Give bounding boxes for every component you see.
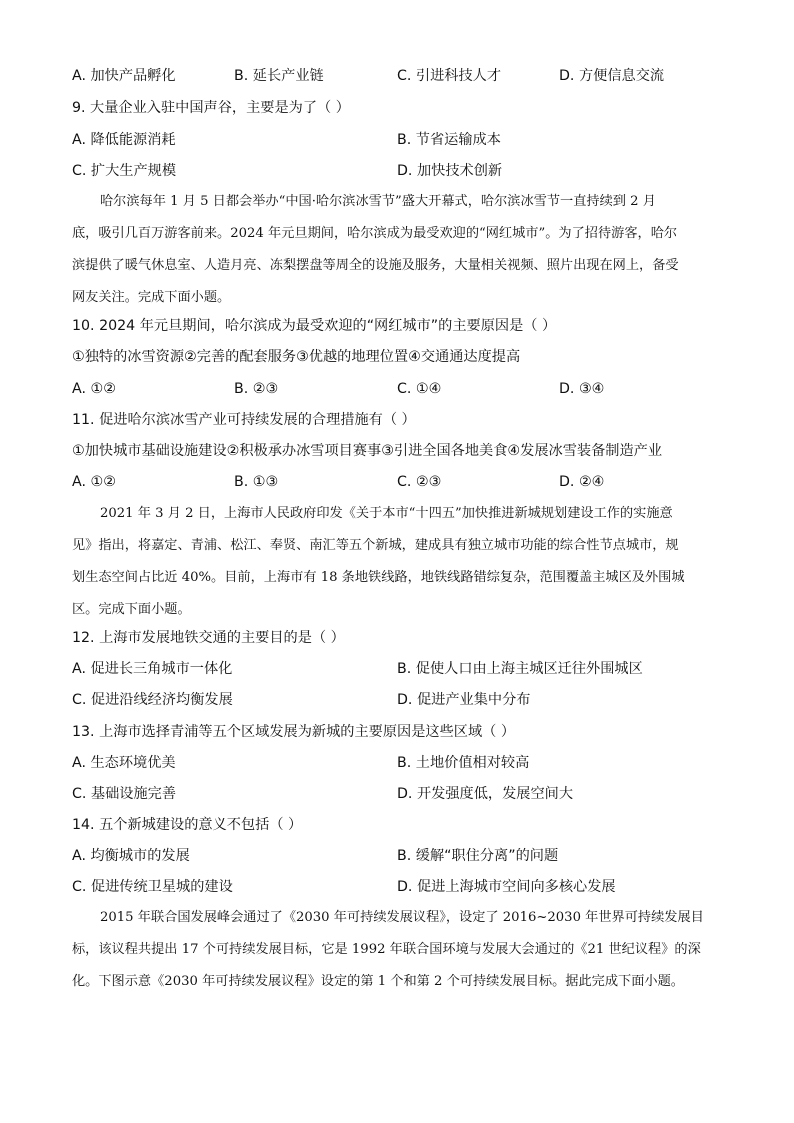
q8-option-d: D. 方便信息交流	[559, 68, 665, 84]
q14-stem: 14. 五个新城建设的意义不包括（ ）	[72, 817, 303, 833]
q14-options-row1	[72, 846, 722, 866]
q9-stem: 9. 大量企业入驻中国声谷，主要是为了（ ）	[72, 100, 350, 116]
q12-stem: 12. 上海市发展地铁交通的主要目的是（ ）	[72, 630, 345, 646]
q11-options	[72, 472, 722, 492]
passage-un	[72, 902, 722, 998]
q13-option-c: C. 基础设施完善	[72, 786, 177, 802]
q10-stem: 10. 2024 年元旦期间，哈尔滨成为最受欢迎的“网红城市”的主要原因是（ ）	[72, 318, 557, 334]
q11-option-d: D. ②④	[559, 474, 605, 490]
q12-option-b: B. 促使人口由上海主城区迁往外围城区	[397, 661, 643, 677]
q12-options-row2	[72, 690, 722, 710]
q8-option-b: B. 延长产业链	[234, 68, 324, 84]
q10-choices: ①独特的冰雪资源②完善的配套服务③优越的地理位置④交通通达度提高	[72, 349, 521, 365]
q14-option-d: D. 促进上海城市空间向多核心发展	[397, 879, 616, 895]
passage-shanghai-line-4: 区。完成下面小题。	[72, 602, 191, 617]
q8-option-c: C. 引进科技人才	[397, 68, 502, 84]
q14-option-a: A. 均衡城市的发展	[72, 848, 190, 864]
q13-stem: 13. 上海市选择青浦等五个区域发展为新城的主要原因是这些区域（ ）	[72, 724, 516, 740]
q13-options-row1	[72, 753, 722, 773]
passage-harbin-line-1: 哈尔滨每年 1 月 5 日都会举办“中国·哈尔滨冰雪节”盛大开幕式，哈尔滨冰雪节一直持续到 2 月	[100, 194, 656, 209]
q12-option-c: C. 促进沿线经济均衡发展	[72, 692, 233, 708]
q9-option-d: D. 加快技术创新	[397, 163, 503, 179]
q11-option-c: C. ②③	[397, 474, 442, 490]
q14-options-row2	[72, 877, 722, 897]
passage-shanghai-line-2: 见》指出，将嘉定、青浦、松江、奉贤、南汇等五个新城，建成具有独立城市功能的综合性节点城市，规	[72, 538, 679, 553]
q8-option-a: A. 加快产品孵化	[72, 68, 176, 84]
q14-option-b: B. 缓解“职住分离”的问题	[397, 848, 559, 864]
passage-harbin-line-3: 滨提供了暖气休息室、人造月亮、冻梨摆盘等周全的设施及服务，大量相关视频、照片出现在网上，备受	[72, 258, 679, 273]
q13-option-d: D. 开发强度低，发展空间大	[397, 786, 574, 802]
q13-option-b: B. 土地价值相对较高	[397, 755, 530, 771]
passage-shanghai	[72, 498, 722, 626]
q13-option-a: A. 生态环境优美	[72, 755, 176, 771]
q10-options	[72, 379, 722, 399]
q9-options-row1	[72, 130, 722, 150]
q11-stem: 11. 促进哈尔滨冰雪产业可持续发展的合理措施有（ ）	[72, 412, 416, 428]
q11-option-a: A. ①②	[72, 474, 116, 490]
q12-option-a: A. 促进长三角城市一体化	[72, 661, 233, 677]
q13-options-row2	[72, 784, 722, 804]
q10-option-d: D. ③④	[559, 381, 605, 397]
passage-harbin	[72, 186, 722, 314]
q11-choices: ①加快城市基础设施建设②积极承办冰雪项目赛事③引进全国各地美食④发展冰雪装备制造产业	[72, 443, 663, 459]
q9-option-c: C. 扩大生产规模	[72, 163, 177, 179]
q10-option-b: B. ②③	[234, 381, 279, 397]
q10-option-c: C. ①④	[397, 381, 442, 397]
passage-harbin-line-2: 底，吸引几百万游客前来。2024 年元旦期间，哈尔滨成为最受欢迎的“网红城市”。为了招待游客，哈尔	[72, 226, 678, 241]
passage-un-line-2: 标，该议程共提出 17 个可持续发展目标，它是 1992 年联合国环境与发展大会通过的《21 世纪议程》的深	[72, 942, 701, 957]
q9-option-a: A. 降低能源消耗	[72, 132, 176, 148]
q12-option-d: D. 促进产业集中分布	[397, 692, 531, 708]
passage-un-line-3: 化。下图示意《2030 年可持续发展议程》设定的第 1 个和第 2 个可持续发展目标。据此完成下面小题。	[72, 974, 684, 989]
passage-shanghai-line-3: 划生态空间占比近 40%。目前，上海市有 18 条地铁线路，地铁线路错综复杂，范围覆盖主城区及外围城	[72, 570, 685, 585]
q12-options-row1	[72, 659, 722, 679]
passage-shanghai-line-1: 2021 年 3 月 2 日，上海市人民政府印发《关于本市“十四五”加快推进新城规划建设工作的实施意	[100, 506, 673, 521]
q9-option-b: B. 节省运输成本	[397, 132, 501, 148]
q9-options-row2	[72, 161, 722, 181]
passage-harbin-line-4: 网友关注。完成下面小题。	[72, 290, 231, 305]
q10-option-a: A. ①②	[72, 381, 116, 397]
q8-options	[72, 66, 722, 86]
passage-un-line-1: 2015 年联合国发展峰会通过了《2030 年可持续发展议程》，设定了 2016~2030 年世界可持续发展目	[100, 910, 704, 925]
q11-option-b: B. ①③	[234, 474, 279, 490]
q14-option-c: C. 促进传统卫星城的建设	[72, 879, 233, 895]
